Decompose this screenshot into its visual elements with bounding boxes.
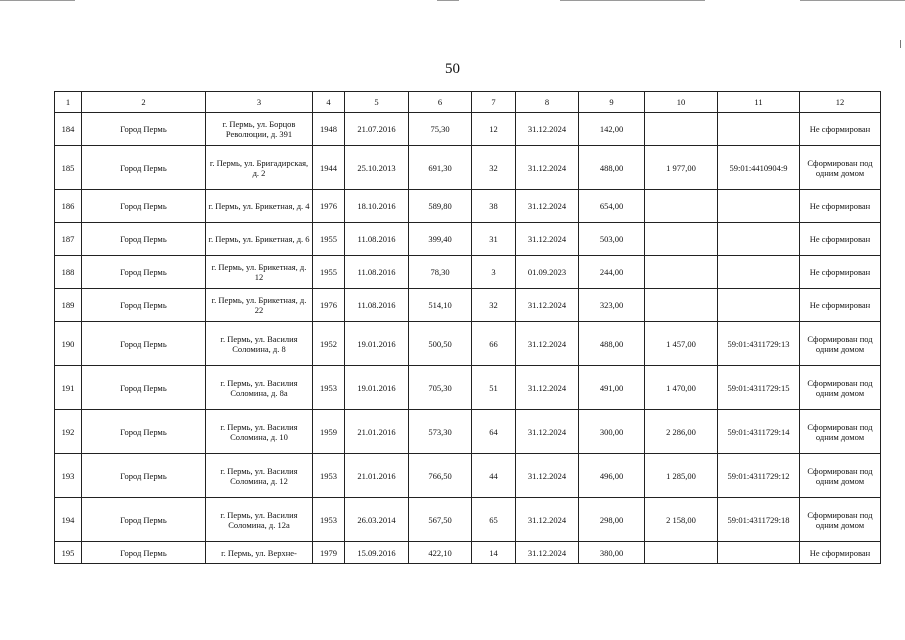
cadastral-number-cell: 59:01:4410904:9 [718,146,800,190]
column-header: 2 [82,92,206,113]
column-header: 12 [800,92,881,113]
row-number-cell: 188 [55,256,82,289]
cadastral-number-cell: 59:01:4311729:12 [718,454,800,498]
date-cell: 19.01.2016 [345,322,409,366]
column-header: 6 [409,92,472,113]
value-cell: 323,00 [579,289,645,322]
deadline-cell: 31.12.2024 [516,410,579,454]
cadastral-number-cell [718,289,800,322]
address-cell: г. Пермь, ул. Бригадирская, д. 2 [206,146,313,190]
date-cell: 15.09.2016 [345,542,409,564]
land-area-cell [645,190,718,223]
land-area-cell: 2 286,00 [645,410,718,454]
municipality-cell: Город Пермь [82,113,206,146]
municipality-cell: Город Пермь [82,190,206,223]
cadastral-number-cell: 59:01:4311729:13 [718,322,800,366]
residents-cell: 65 [472,498,516,542]
status-cell: Не сформирован [800,190,881,223]
area-cell: 589,80 [409,190,472,223]
area-cell: 78,30 [409,256,472,289]
deadline-cell: 31.12.2024 [516,366,579,410]
deadline-cell: 31.12.2024 [516,223,579,256]
area-cell: 399,40 [409,223,472,256]
address-cell: г. Пермь, ул. Брикетная, д. 6 [206,223,313,256]
municipality-cell: Город Пермь [82,322,206,366]
land-area-cell [645,542,718,564]
municipality-cell: Город Пермь [82,542,206,564]
page-number: 50 [445,61,460,77]
address-cell: г. Пермь, ул. Брикетная, д. 12 [206,256,313,289]
residents-cell: 12 [472,113,516,146]
land-area-cell: 1 977,00 [645,146,718,190]
area-cell: 766,50 [409,454,472,498]
residents-cell: 32 [472,146,516,190]
value-cell: 488,00 [579,146,645,190]
column-header: 5 [345,92,409,113]
deadline-cell: 31.12.2024 [516,113,579,146]
area-cell: 705,30 [409,366,472,410]
date-cell: 11.08.2016 [345,256,409,289]
value-cell: 142,00 [579,113,645,146]
scan-artifact-line [800,0,905,1]
date-cell: 21.01.2016 [345,454,409,498]
table-row [55,113,881,146]
residents-cell: 3 [472,256,516,289]
year-cell: 1944 [313,146,345,190]
row-number-cell: 185 [55,146,82,190]
year-cell: 1948 [313,113,345,146]
status-cell: Сформирован под одним домом [800,322,881,366]
address-cell: г. Пермь, ул. Василия Соломина, д. 12 [206,454,313,498]
area-cell: 422,10 [409,542,472,564]
row-number-cell: 193 [55,454,82,498]
table-row [55,190,881,223]
value-cell: 503,00 [579,223,645,256]
column-header: 4 [313,92,345,113]
address-cell: г. Пермь, ул. Брикетная, д. 4 [206,190,313,223]
land-area-cell: 1 285,00 [645,454,718,498]
date-cell: 11.08.2016 [345,223,409,256]
row-number-cell: 187 [55,223,82,256]
value-cell: 496,00 [579,454,645,498]
cadastral-number-cell [718,256,800,289]
municipality-cell: Город Пермь [82,410,206,454]
column-header: 1 [55,92,82,113]
land-area-cell: 1 457,00 [645,322,718,366]
land-area-cell [645,256,718,289]
column-header: 7 [472,92,516,113]
column-number-row [55,92,881,113]
municipality-cell: Город Пермь [82,366,206,410]
address-cell: г. Пермь, ул. Василия Соломина, д. 12а [206,498,313,542]
column-header: 8 [516,92,579,113]
value-cell: 244,00 [579,256,645,289]
table-row [55,454,881,498]
status-cell: Сформирован под одним домом [800,410,881,454]
land-area-cell [645,223,718,256]
municipality-cell: Город Пермь [82,289,206,322]
value-cell: 300,00 [579,410,645,454]
residents-cell: 14 [472,542,516,564]
row-number-cell: 186 [55,190,82,223]
residents-cell: 31 [472,223,516,256]
year-cell: 1976 [313,289,345,322]
cadastral-number-cell: 59:01:4311729:18 [718,498,800,542]
address-cell: г. Пермь, ул. Борцов Революции, д. 391 [206,113,313,146]
date-cell: 18.10.2016 [345,190,409,223]
area-cell: 514,10 [409,289,472,322]
row-number-cell: 194 [55,498,82,542]
residents-cell: 38 [472,190,516,223]
cadastral-number-cell [718,190,800,223]
residents-cell: 51 [472,366,516,410]
table-row [55,498,881,542]
date-cell: 26.03.2014 [345,498,409,542]
status-cell: Сформирован под одним домом [800,146,881,190]
year-cell: 1953 [313,366,345,410]
area-cell: 573,30 [409,410,472,454]
table-row [55,542,881,564]
land-area-cell [645,113,718,146]
status-cell: Не сформирован [800,113,881,146]
residents-cell: 66 [472,322,516,366]
date-cell: 11.08.2016 [345,289,409,322]
deadline-cell: 31.12.2024 [516,146,579,190]
residents-cell: 44 [472,454,516,498]
municipality-cell: Город Пермь [82,454,206,498]
year-cell: 1979 [313,542,345,564]
column-header: 3 [206,92,313,113]
status-cell: Сформирован под одним домом [800,498,881,542]
table-row [55,256,881,289]
year-cell: 1955 [313,256,345,289]
address-cell: г. Пермь, ул. Василия Соломина, д. 8 [206,322,313,366]
municipality-cell: Город Пермь [82,223,206,256]
row-number-cell: 195 [55,542,82,564]
scan-artifact-line [560,0,705,1]
table-row [55,322,881,366]
value-cell: 491,00 [579,366,645,410]
area-cell: 691,30 [409,146,472,190]
housing-registry-table [54,91,881,564]
deadline-cell: 31.12.2024 [516,498,579,542]
date-cell: 21.01.2016 [345,410,409,454]
row-number-cell: 190 [55,322,82,366]
area-cell: 567,50 [409,498,472,542]
column-header: 11 [718,92,800,113]
year-cell: 1952 [313,322,345,366]
date-cell: 19.01.2016 [345,366,409,410]
status-cell: Не сформирован [800,223,881,256]
deadline-cell: 31.12.2024 [516,190,579,223]
deadline-cell: 31.12.2024 [516,322,579,366]
year-cell: 1955 [313,223,345,256]
land-area-cell: 1 470,00 [645,366,718,410]
scan-artifact-line [0,0,75,1]
status-cell: Не сформирован [800,289,881,322]
year-cell: 1953 [313,454,345,498]
address-cell: г. Пермь, ул. Василия Соломина, д. 8а [206,366,313,410]
cadastral-number-cell [718,113,800,146]
municipality-cell: Город Пермь [82,146,206,190]
area-cell: 500,50 [409,322,472,366]
address-cell: г. Пермь, ул. Верхне- [206,542,313,564]
date-cell: 25.10.2013 [345,146,409,190]
municipality-cell: Город Пермь [82,498,206,542]
value-cell: 488,00 [579,322,645,366]
status-cell: Сформирован под одним домом [800,366,881,410]
status-cell: Не сформирован [800,542,881,564]
cadastral-number-cell [718,542,800,564]
land-area-cell: 2 158,00 [645,498,718,542]
deadline-cell: 31.12.2024 [516,542,579,564]
residents-cell: 32 [472,289,516,322]
cadastral-number-cell: 59:01:4311729:14 [718,410,800,454]
deadline-cell: 31.12.2024 [516,454,579,498]
value-cell: 298,00 [579,498,645,542]
area-cell: 75,30 [409,113,472,146]
year-cell: 1959 [313,410,345,454]
year-cell: 1953 [313,498,345,542]
column-header: 10 [645,92,718,113]
column-header: 9 [579,92,645,113]
residents-cell: 64 [472,410,516,454]
status-cell: Сформирован под одним домом [800,454,881,498]
status-cell: Не сформирован [800,256,881,289]
value-cell: 380,00 [579,542,645,564]
table-row [55,366,881,410]
table-row [55,289,881,322]
table-row [55,146,881,190]
deadline-cell: 01.09.2023 [516,256,579,289]
row-number-cell: 191 [55,366,82,410]
table-row [55,410,881,454]
scan-artifact-mark [900,40,901,48]
value-cell: 654,00 [579,190,645,223]
municipality-cell: Город Пермь [82,256,206,289]
row-number-cell: 192 [55,410,82,454]
row-number-cell: 184 [55,113,82,146]
address-cell: г. Пермь, ул. Брикетная, д. 22 [206,289,313,322]
land-area-cell [645,289,718,322]
scan-artifact-line [437,0,459,1]
address-cell: г. Пермь, ул. Василия Соломина, д. 10 [206,410,313,454]
table-row [55,223,881,256]
date-cell: 21.07.2016 [345,113,409,146]
row-number-cell: 189 [55,289,82,322]
cadastral-number-cell [718,223,800,256]
deadline-cell: 31.12.2024 [516,289,579,322]
year-cell: 1976 [313,190,345,223]
cadastral-number-cell: 59:01:4311729:15 [718,366,800,410]
